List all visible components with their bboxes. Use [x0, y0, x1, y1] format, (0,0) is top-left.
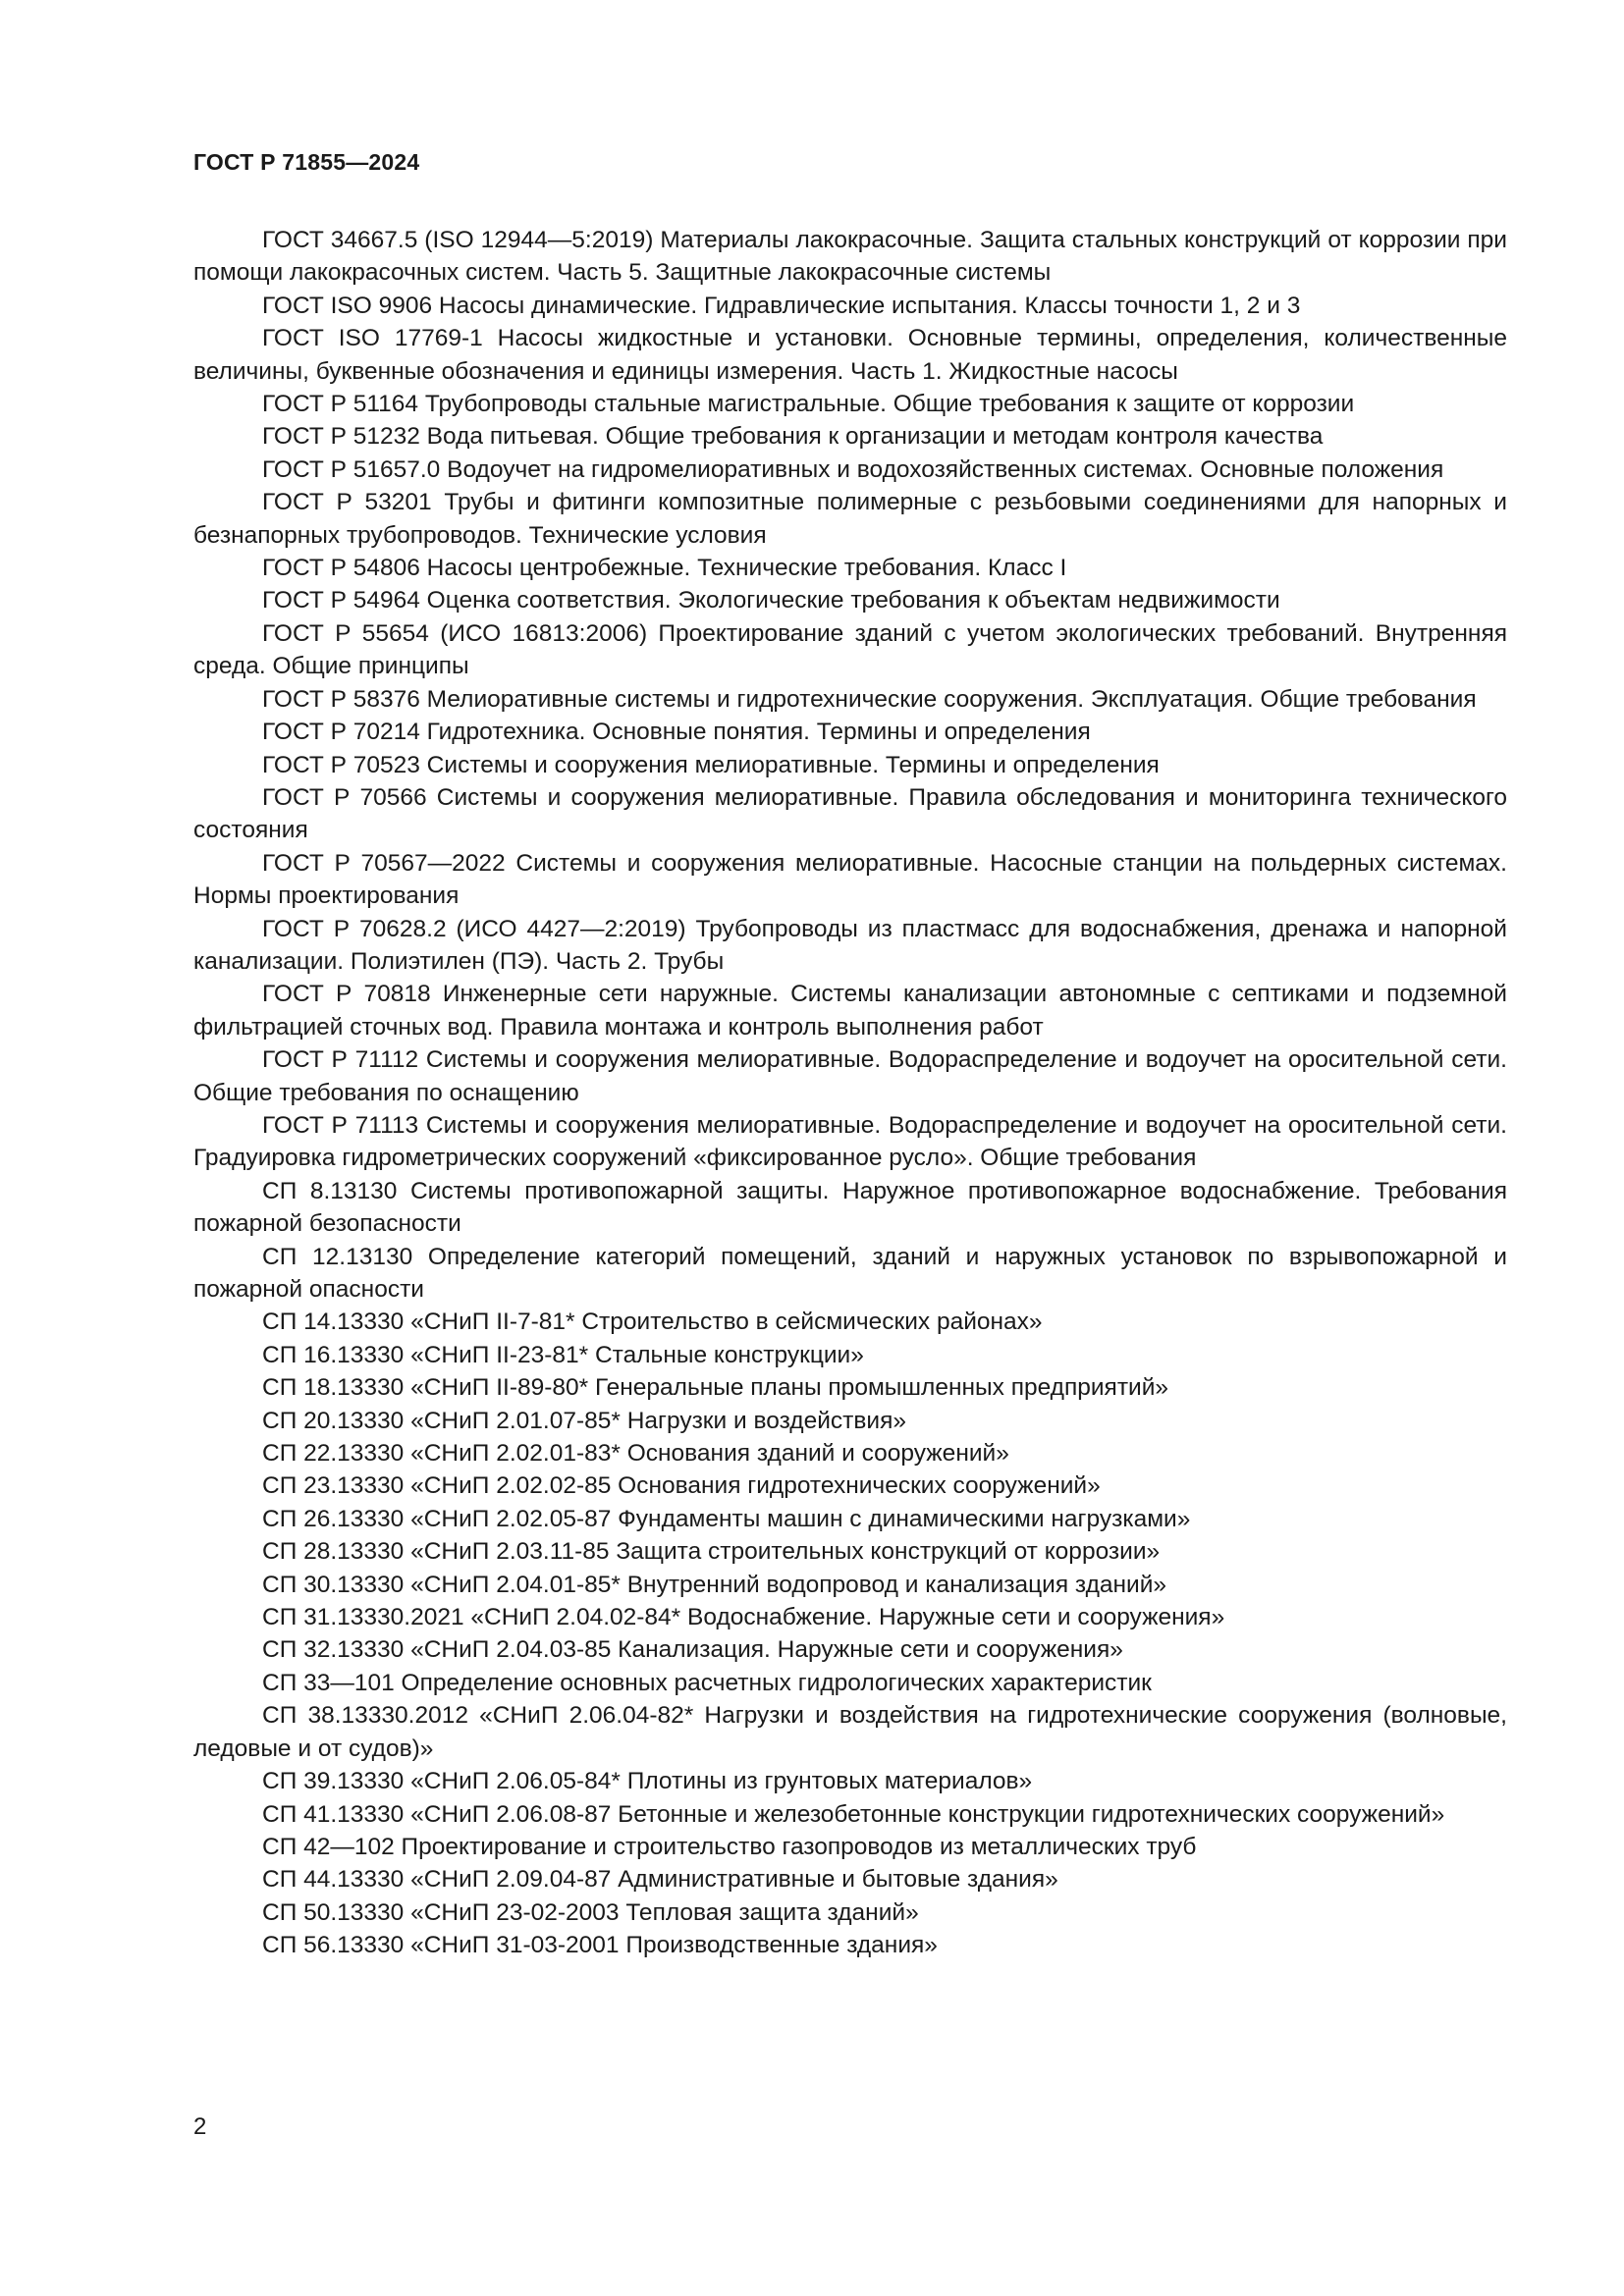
reference-item: ГОСТ Р 54806 Насосы центробежные. Технические требования. Класс I [262, 555, 1067, 582]
reference-item: ГОСТ ISO 9906 Насосы динамические. Гидравлические испытания. Классы точности 1, 2 и 3 [262, 292, 1301, 319]
reference-item: ГОСТ Р 70214 Гидротехника. Основные понятия. Термины и определения [262, 719, 1091, 746]
reference-item: СП 26.13330 «СНиП 2.02.05-87 Фундаменты машин с динамическими нагрузками» [262, 1505, 1191, 1532]
reference-item: СП 50.13330 «СНиП 23-02-2003 Тепловая защита зданий» [262, 1898, 919, 1926]
reference-item: СП 39.13330 «СНиП 2.06.05-84* Плотины из грунтовых материалов» [262, 1768, 1033, 1795]
reference-item: СП 32.13330 «СНиП 2.04.03-85 Канализация. Наружные сети и сооружения» [262, 1636, 1123, 1664]
page-number: 2 [193, 2113, 207, 2140]
reference-item: СП 8.13130 Системы противопожарной защиты. Наружное противопожарное водоснабжение. Требования пожарной безопасности [193, 1177, 1507, 1238]
reference-item: СП 31.13330.2021 «СНиП 2.04.02-84* Водоснабжение. Наружные сети и сооружения» [262, 1604, 1225, 1631]
reference-item: СП 18.13330 «СНиП II-89-80* Генеральные планы промышленных предприятий» [262, 1374, 1169, 1402]
reference-item: ГОСТ Р 71113 Системы и сооружения мелиоративные. Водораспределение и водоучет на оросительной сети. Градуировка гидрометрических сооружений «фиксированное русло». Общие требования [193, 1111, 1507, 1172]
reference-item: ГОСТ Р 70818 Инженерные сети наружные. Системы канализации автономные с септиками и подземной фильтрацией сточных вод. Правила монтажа и контроль выполнения работ [193, 981, 1507, 1041]
reference-item: ГОСТ Р 70523 Системы и сооружения мелиоративные. Термины и определения [262, 751, 1160, 778]
reference-item: СП 42—102 Проектирование и строительство газопроводов из металлических труб [262, 1833, 1197, 1860]
reference-item: СП 16.13330 «СНиП II-23-81* Стальные конструкции» [262, 1341, 864, 1368]
reference-item: СП 28.13330 «СНиП 2.03.11-85 Защита строительных конструкций от коррозии» [262, 1538, 1161, 1566]
reference-item: ГОСТ Р 70628.2 (ИСО 4427—2:2019) Трубопроводы из пластмасс для водоснабжения, дренажа и напорной канализации. Полиэтилен (ПЭ). Часть 2. Трубы [193, 915, 1507, 975]
reference-item: ГОСТ Р 71112 Системы и сооружения мелиоративные. Водораспределение и водоучет на оросительной сети. Общие требования по оснащению [193, 1046, 1507, 1106]
document-header: ГОСТ Р 71855—2024 [193, 149, 420, 175]
reference-item: ГОСТ ISO 17769-1 Насосы жидкостные и установки. Основные термины, определения, количественные величины, буквенные обозначения и единицы измерения. Часть 1. Жидкостные насосы [193, 325, 1507, 385]
reference-item: СП 41.13330 «СНиП 2.06.08-87 Бетонные и железобетонные конструкции гидротехнических сооружений» [262, 1800, 1445, 1828]
reference-item: ГОСТ Р 70567—2022 Системы и сооружения мелиоративные. Насосные станции на польдерных системах. Нормы проектирования [193, 849, 1507, 910]
reference-item: СП 20.13330 «СНиП 2.01.07-85* Нагрузки и воздействия» [262, 1407, 906, 1434]
reference-item: ГОСТ 34667.5 (ISO 12944—5:2019) Материалы лакокрасочные. Защита стальных конструкций от коррозии при помощи лакокрасочных систем. Часть 5. Защитные лакокрасочные системы [193, 227, 1507, 287]
normative-references-list [193, 224, 1507, 1962]
reference-item: ГОСТ Р 58376 Мелиоративные системы и гидротехнические сооружения. Эксплуатация. Общие требования [262, 685, 1477, 713]
reference-item: ГОСТ Р 51232 Вода питьевая. Общие требования к организации и методам контроля качества [262, 423, 1324, 451]
reference-item: ГОСТ Р 53201 Трубы и фитинги композитные полимерные с резьбовыми соединениями для напорных и безнапорных трубопроводов. Технические условия [193, 489, 1507, 549]
reference-item: ГОСТ Р 70566 Системы и сооружения мелиоративные. Правила обследования и мониторинга технического состояния [193, 783, 1507, 844]
reference-item: СП 56.13330 «СНиП 31-03-2001 Производственные здания» [262, 1932, 938, 1959]
reference-item: СП 23.13330 «СНиП 2.02.02-85 Основания гидротехнических сооружений» [262, 1472, 1101, 1500]
reference-item: ГОСТ Р 51657.0 Водоучет на гидромелиоративных и водохозяйственных системах. Основные положения [262, 455, 1444, 483]
reference-item: СП 33—101 Определение основных расчетных гидрологических характеристик [262, 1669, 1152, 1696]
reference-item: СП 22.13330 «СНиП 2.02.01-83* Основания зданий и сооружений» [262, 1440, 1009, 1468]
reference-item: СП 38.13330.2012 «СНиП 2.06.04-82* Нагрузки и воздействия на гидротехнические сооружения (волновые, ледовые и от судов)» [193, 1702, 1507, 1762]
reference-item: СП 30.13330 «СНиП 2.04.01-85* Внутренний водопровод и канализация зданий» [262, 1571, 1167, 1598]
reference-item: ГОСТ Р 51164 Трубопроводы стальные магистральные. Общие требования к защите от коррозии [262, 391, 1355, 418]
reference-item: СП 44.13330 «СНиП 2.09.04-87 Административные и бытовые здания» [262, 1866, 1058, 1894]
reference-item: ГОСТ Р 55654 (ИСО 16813:2006) Проектирование зданий с учетом экологических требований. Внутренняя среда. Общие принципы [193, 619, 1507, 680]
reference-item: СП 14.13330 «СНиП II-7-81* Строительство в сейсмических районах» [262, 1308, 1043, 1336]
reference-item: ГОСТ Р 54964 Оценка соответствия. Экологические требования к объектам недвижимости [262, 587, 1280, 614]
reference-item: СП 12.13130 Определение категорий помещений, зданий и наружных установок по взрывопожарной и пожарной опасности [193, 1243, 1507, 1303]
